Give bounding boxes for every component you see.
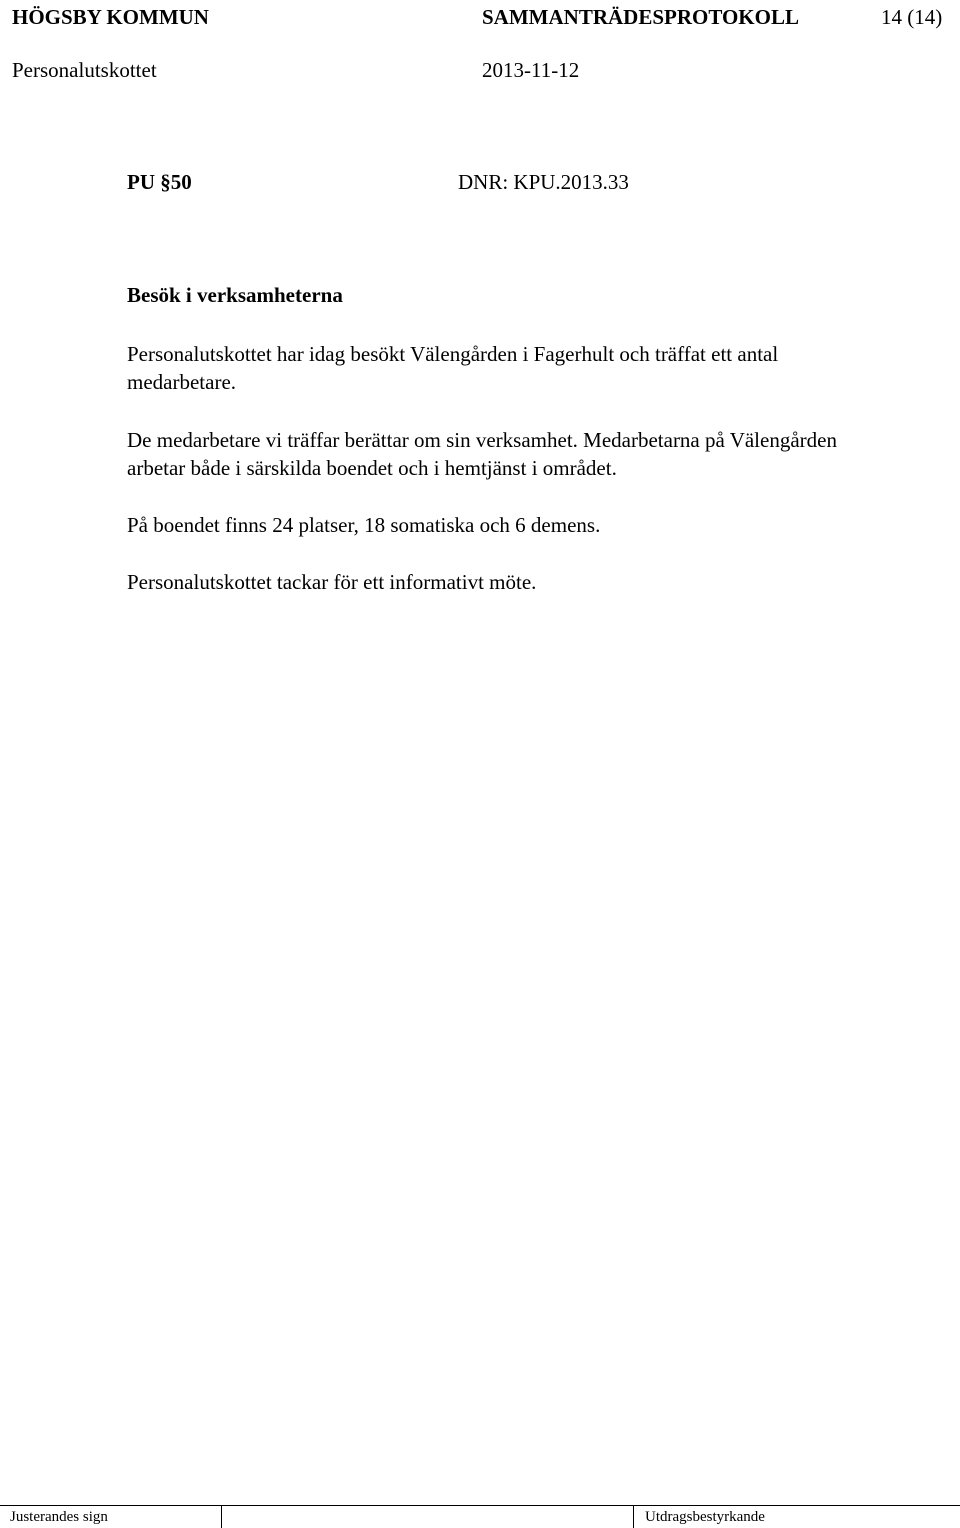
section-title: Besök i verksamheterna	[127, 283, 343, 307]
document-type: SAMMANTRÄDESPROTOKOLL	[482, 5, 799, 29]
footer-divider	[633, 1506, 634, 1528]
committee-name: Personalutskottet	[12, 58, 157, 82]
case-paragraph: PU §50	[127, 170, 192, 194]
paragraph: De medarbetare vi träffar berättar om sin verksamhet. Medarbetarna på Välengården arbetar både i särskilda boendet och i hemtjänst i området.	[127, 428, 837, 480]
meeting-date: 2013-11-12	[482, 58, 580, 82]
organization-name: HÖGSBY KOMMUN	[12, 5, 209, 29]
paragraph: Personalutskottet har idag besökt Välengården i Fagerhult och träffat ett antal medarbetare.	[127, 342, 779, 394]
justering-label: Justerandes sign	[10, 1509, 108, 1525]
paragraph: Personalutskottet tackar för ett informativt möte.	[127, 570, 537, 594]
page-number: 14 (14)	[881, 5, 943, 29]
paragraph: På boendet finns 24 platser, 18 somatiska och 6 demens.	[127, 513, 601, 537]
signature-footer	[0, 1505, 960, 1528]
case-dnr: DNR: KPU.2013.33	[458, 170, 629, 194]
utdrag-label: Utdragsbestyrkande	[645, 1509, 765, 1525]
footer-divider	[221, 1506, 222, 1528]
